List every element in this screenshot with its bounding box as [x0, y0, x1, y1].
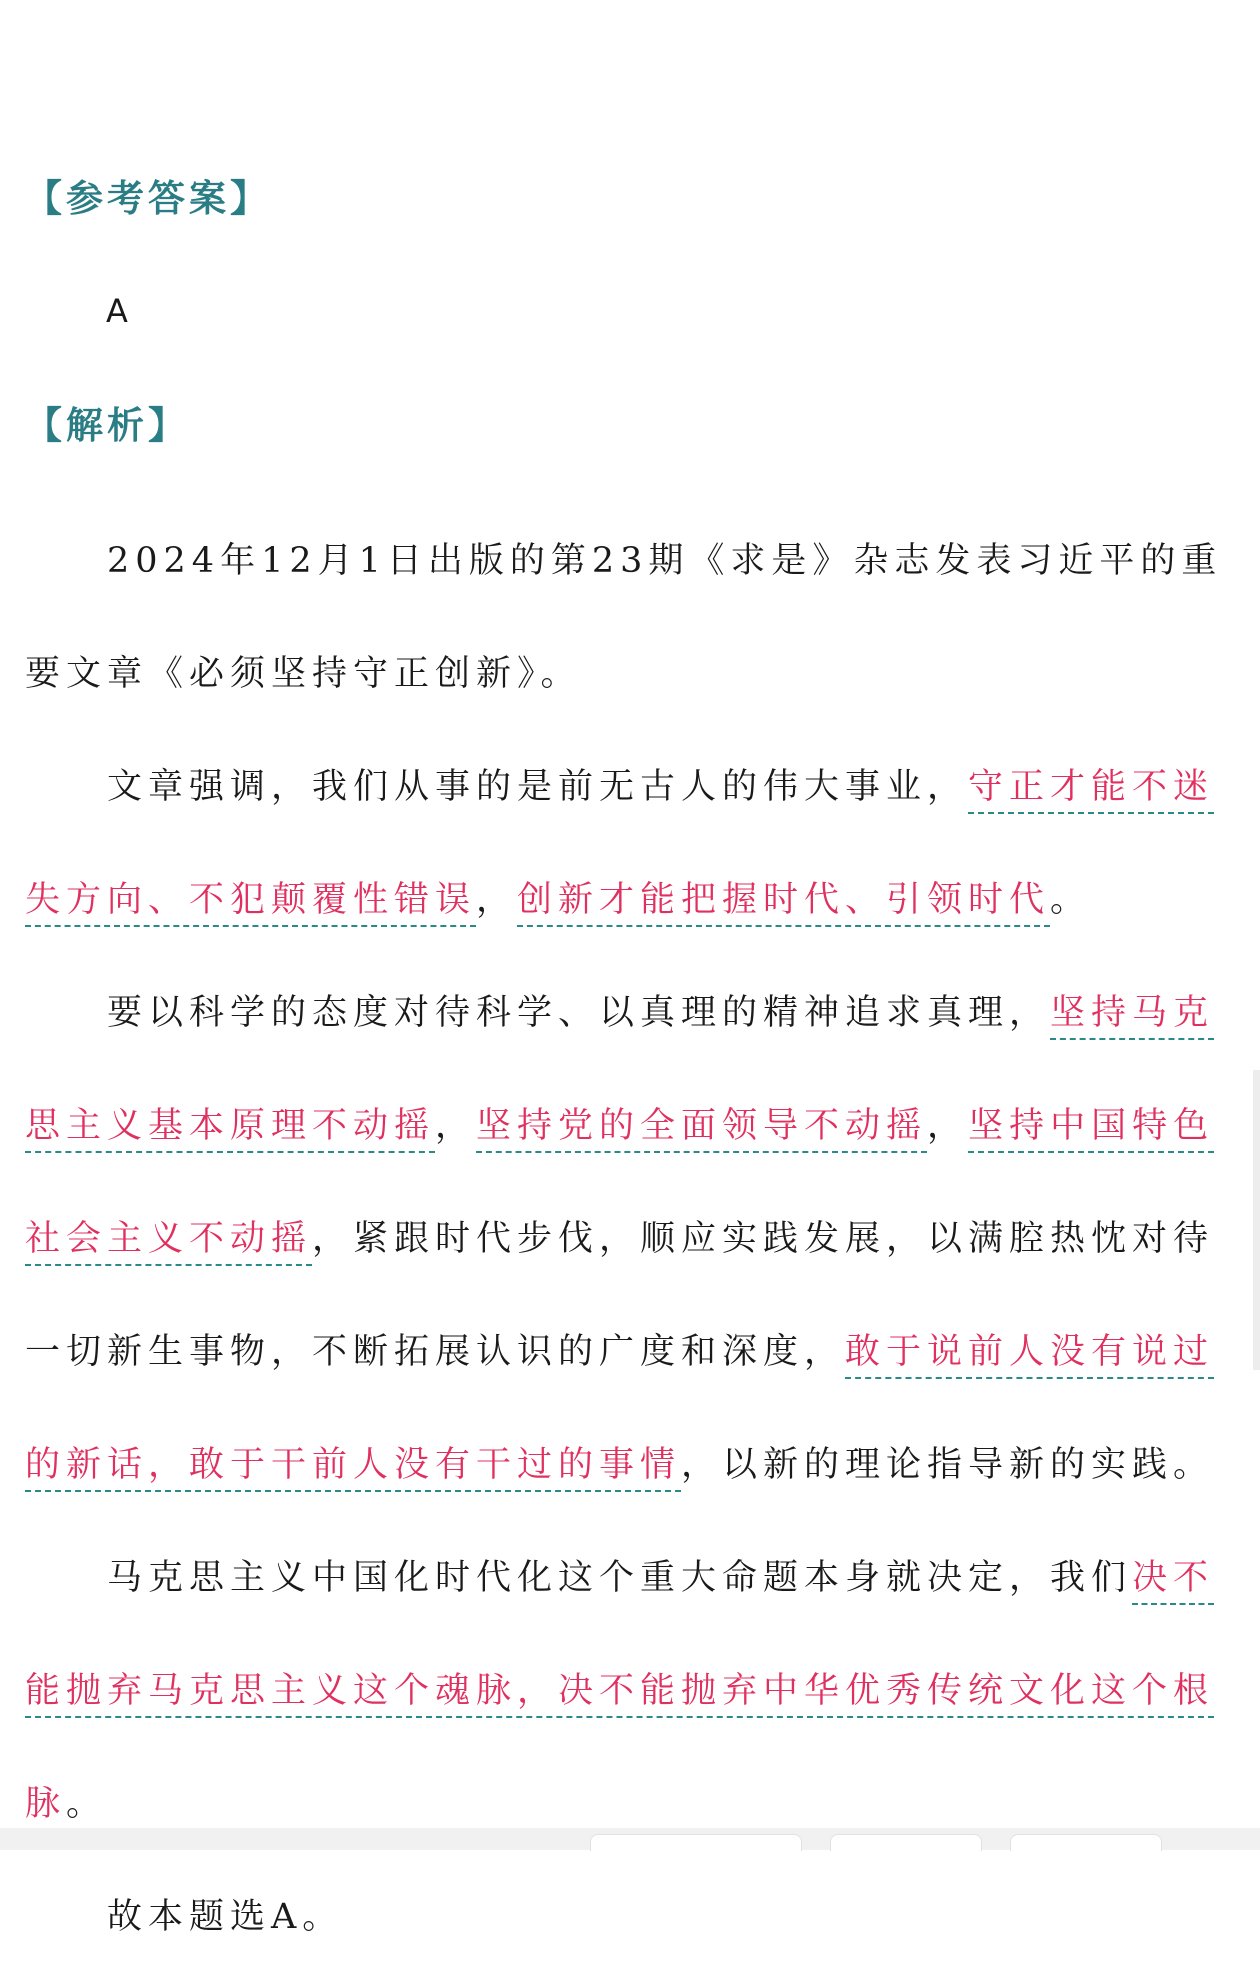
- highlighted-text: 守正才能不迷失方向、不犯颠覆性错误: [25, 767, 1215, 920]
- answer-value: A: [106, 292, 128, 330]
- answer-heading: 【参考答案】: [25, 176, 271, 220]
- analysis-content: [25, 505, 1235, 1974]
- highlighted-text: 坚持党的全面领导不动摇: [476, 1106, 928, 1146]
- body-text: ，紧跟时代步伐，顺应实践发展，以满腔热忱对待一切新生事物，不断拓展认识的广度和深度，: [25, 1219, 1215, 1372]
- analysis-heading: 【解析】: [25, 403, 189, 447]
- bottom-tab[interactable]: [830, 1834, 982, 1851]
- highlighted-text: 坚持中国特色社会主义不动摇: [25, 1106, 1215, 1259]
- analysis-paragraph: [25, 1861, 1235, 1974]
- bottom-tab[interactable]: [590, 1834, 802, 1851]
- bottom-bar: [0, 1828, 1260, 1850]
- body-text: 。: [1050, 880, 1092, 920]
- analysis-paragraph: [25, 1522, 1235, 1861]
- body-text: ，以新的理论指导新的实践。: [681, 1445, 1215, 1485]
- highlighted-text: 敢于说前人没有说过的新话，敢于干前人没有干过的事情: [25, 1332, 1215, 1485]
- body-text: 故本题选A。: [107, 1897, 344, 1937]
- highlighted-text: 坚持马克思主义基本原理不动摇: [25, 993, 1215, 1146]
- body-text: 文章强调，我们从事的是前无古人的伟大事业，: [107, 767, 969, 807]
- scrollbar[interactable]: [1253, 1070, 1260, 1370]
- body-text: 马克思主义中国化时代化这个重大命题本身就决定，我们: [107, 1558, 1133, 1598]
- highlighted-text: 决不能抛弃马克思主义这个魂脉，决不能抛弃中华优秀传统文化这个根脉: [25, 1558, 1215, 1824]
- body-text: 要以科学的态度对待科学、以真理的精神追求真理，: [107, 993, 1051, 1033]
- analysis-paragraph: [25, 957, 1235, 1522]
- body-text: ，: [927, 1106, 969, 1146]
- bottom-tab[interactable]: [1010, 1834, 1162, 1851]
- analysis-paragraph: [25, 731, 1235, 957]
- analysis-paragraph: [25, 505, 1235, 731]
- body-text: 2024年12月1日出版的第23期《求是》杂志发表习近平的重要文章《必须坚持守正创新》。: [25, 541, 1223, 694]
- body-text: 。: [66, 1784, 108, 1824]
- highlighted-text: 创新才能把握时代、引领时代: [517, 880, 1051, 920]
- body-text: ，: [435, 1106, 477, 1146]
- body-text: ，: [476, 880, 518, 920]
